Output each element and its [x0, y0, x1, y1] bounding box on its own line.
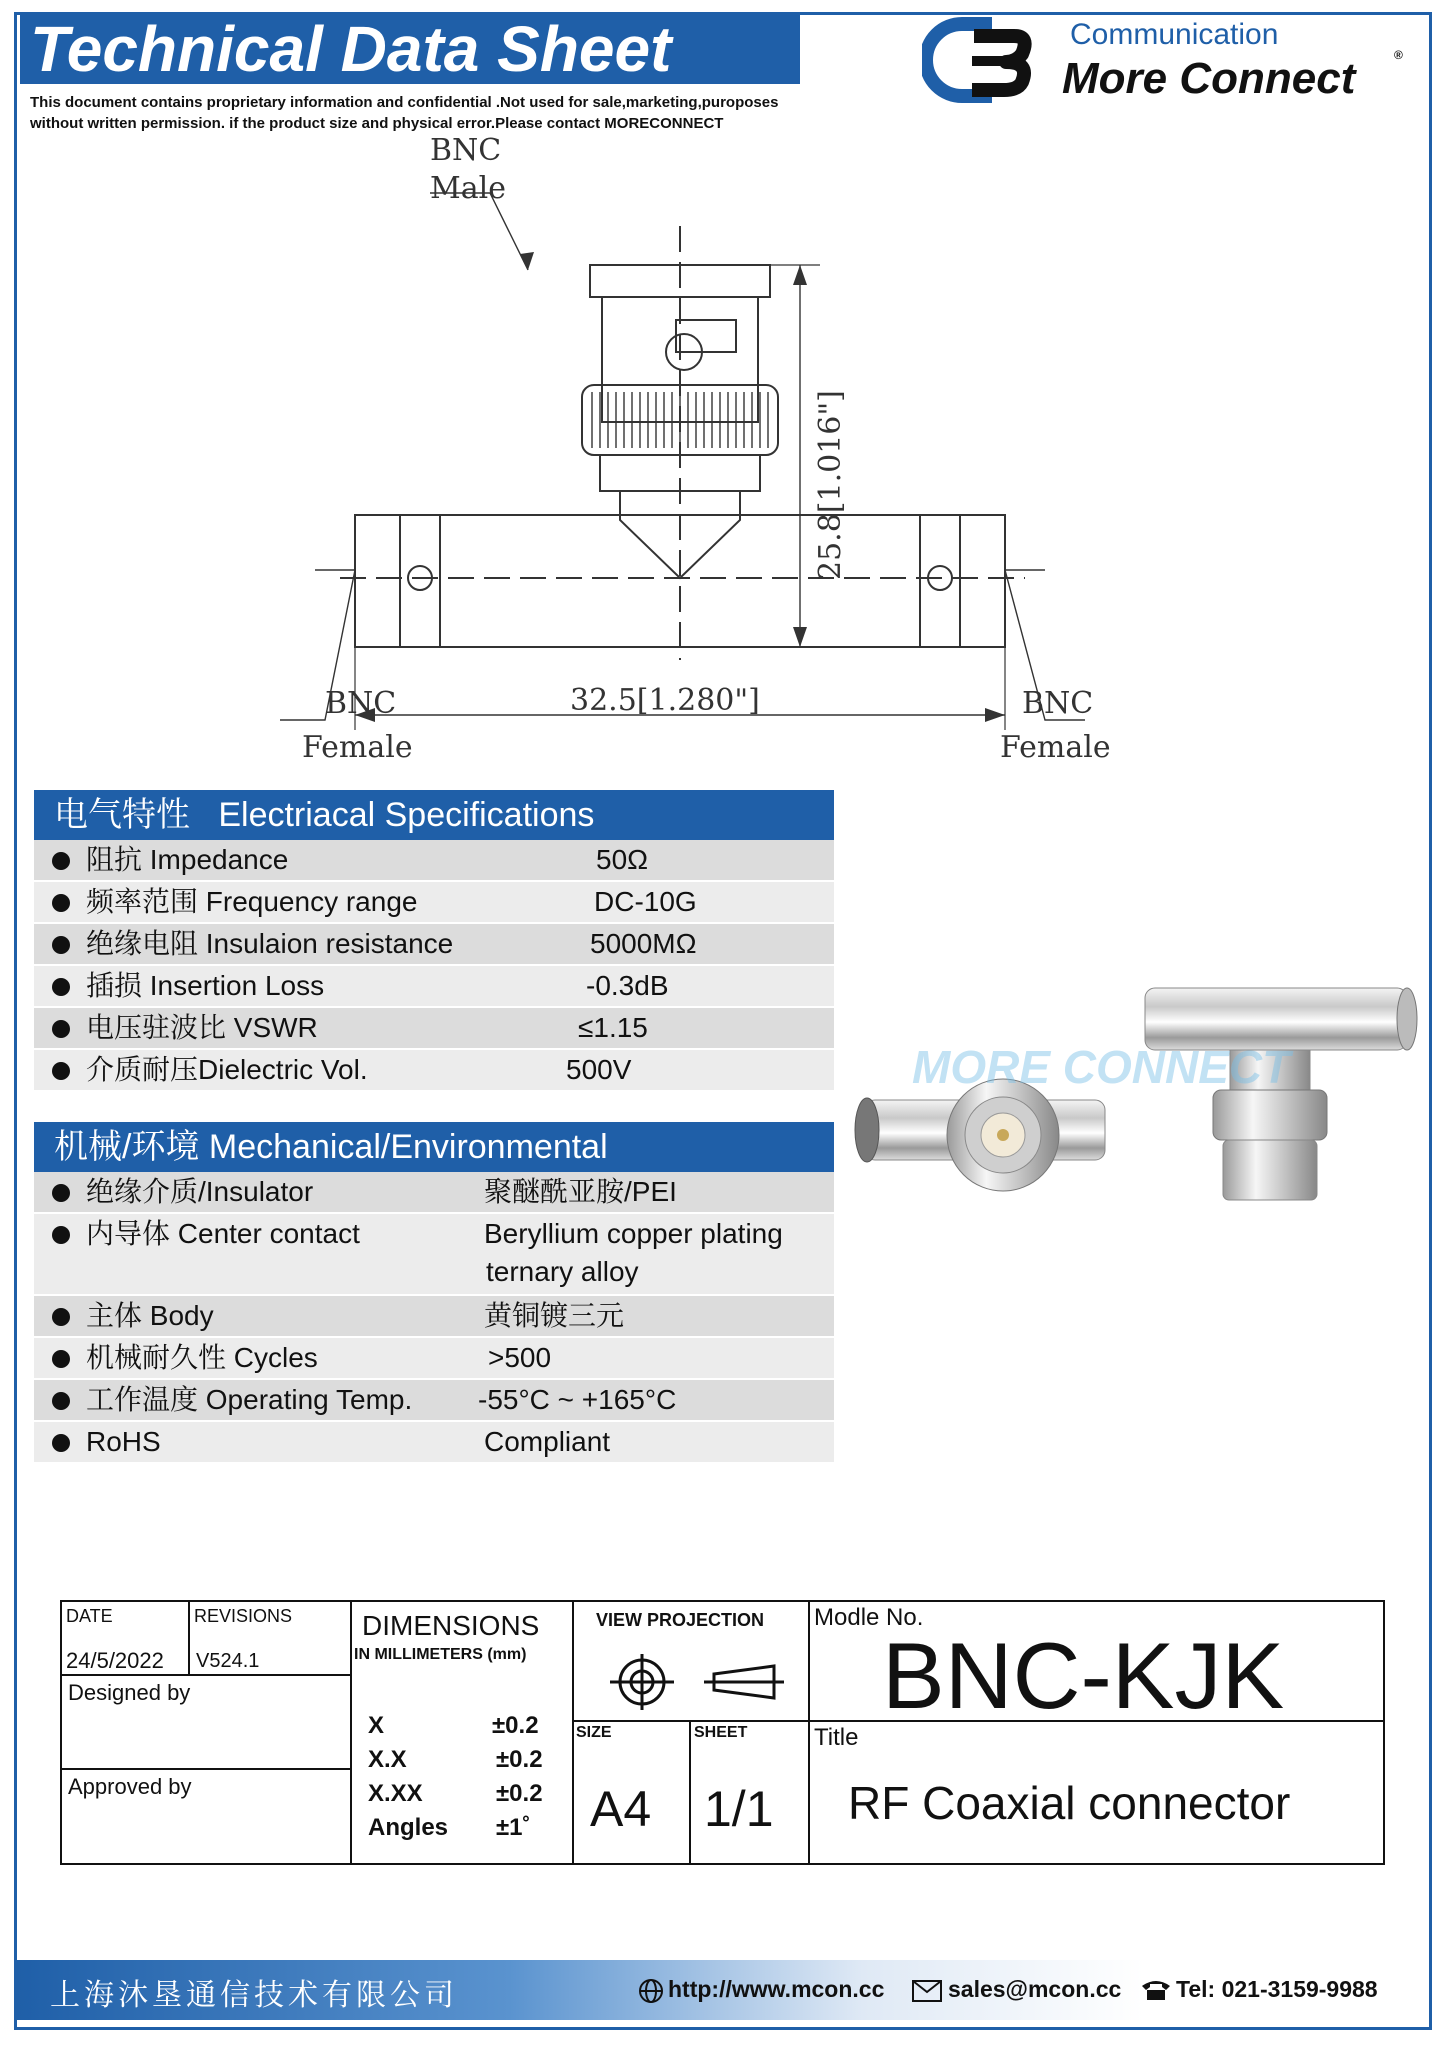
top-port-label-line2: Male: [430, 171, 506, 206]
bullet-icon: [52, 1062, 70, 1080]
disclaimer-line-1: This document contains proprietary information and confidential .Not used for sale,marketing,puroposes: [30, 94, 779, 111]
product-title: RF Coaxial connector: [848, 1777, 1291, 1829]
spec-row: [34, 966, 834, 1008]
spec-value: 5000MΩ: [590, 928, 697, 959]
spec-label: 插损 Insertion Loss: [86, 970, 325, 1001]
dimensions-label: DIMENSIONS: [362, 1610, 540, 1641]
tolerance-value: ±0.2: [496, 1746, 543, 1773]
model-label: Modle No.: [814, 1604, 924, 1631]
spec-value: 50Ω: [596, 844, 649, 875]
spec-row: [34, 1172, 834, 1214]
technical-drawing: [280, 130, 1120, 790]
telephone: Tel: 021-3159-9988: [1176, 1976, 1378, 2002]
designed-by-label: Designed by: [68, 1680, 191, 1705]
spec-label: 绝缘电阻 Insulaion resistance: [86, 928, 454, 959]
projection-symbol-icon: [602, 1652, 792, 1712]
spec-row: [34, 840, 834, 882]
title-label: Title: [814, 1724, 859, 1751]
model-number: BNC-KJK: [882, 1623, 1285, 1728]
bullet-icon: [52, 1350, 70, 1368]
disclaimer: [30, 92, 830, 134]
spec-row: [34, 1296, 834, 1338]
bullet-icon: [52, 936, 70, 954]
spec-label: RoHS: [86, 1426, 161, 1457]
sheet-label: SHEET: [694, 1724, 748, 1741]
date-value: 24/5/2022: [66, 1648, 164, 1673]
spec-label: 电压驻波比 VSWR: [86, 1012, 318, 1043]
spec-label: 阻抗 Impedance: [86, 844, 289, 875]
email-link[interactable]: sales@mcon.cc: [948, 1976, 1122, 2002]
top-port-label-line1: BNC: [430, 133, 502, 168]
spec-value: DC-10G: [594, 886, 697, 917]
tolerance-value: ±0.2: [492, 1712, 539, 1739]
spec-row: [34, 1008, 834, 1050]
title-block: [60, 1600, 1385, 1865]
spec-row: [34, 924, 834, 966]
mail-icon: [912, 1980, 942, 2002]
date-label: DATE: [66, 1606, 113, 1626]
spec-row: [34, 1214, 834, 1296]
bullet-icon: [52, 1308, 70, 1326]
bullet-icon: [52, 1020, 70, 1038]
left-port-label-line2: Female: [302, 730, 413, 765]
tolerance-value: ±0.2: [496, 1780, 543, 1807]
spec-label: 机械耐久性 Cycles: [86, 1342, 318, 1373]
spec-row: [34, 1380, 834, 1422]
spec-value: >500: [488, 1342, 552, 1373]
sheet-value: 1/1: [704, 1781, 774, 1837]
spec-value: -55°C ~ +165°C: [478, 1384, 677, 1415]
size-label: SIZE: [576, 1724, 612, 1741]
logo-registered-mark: ®: [1394, 48, 1403, 62]
revisions-label: REVISIONS: [194, 1606, 293, 1626]
mechanical-spec-table: [34, 1172, 834, 1464]
bullet-icon: [52, 852, 70, 870]
spec-value: ≤1.15: [578, 1012, 648, 1043]
spec-label: 频率范围 Frequency range: [86, 886, 418, 917]
tolerance-name: X: [368, 1712, 385, 1739]
spec-label: 工作温度 Operating Temp.: [86, 1384, 413, 1415]
disclaimer-line-2: without written permission. if the product size and physical error.Please contact MORECONNECT: [30, 115, 724, 132]
divider: [62, 1674, 350, 1676]
approved-by-label: Approved by: [68, 1774, 192, 1799]
left-port-label-line1: BNC: [325, 686, 397, 721]
spec-value: 聚醚酰亚胺/PEI: [484, 1176, 677, 1207]
tolerance-value: ±1˚: [496, 1814, 531, 1841]
divider: [572, 1602, 574, 1865]
bullet-icon: [52, 1226, 70, 1244]
spec-value: 500V: [566, 1054, 632, 1085]
electrical-spec-heading: [34, 790, 834, 840]
spec-row: [34, 1422, 834, 1464]
divider: [62, 1768, 350, 1770]
mechanical-spec-heading: 机械/环境 Mechanical/Environmental: [34, 1122, 834, 1172]
bullet-icon: [52, 894, 70, 912]
size-value: A4: [590, 1781, 652, 1837]
bullet-icon: [52, 1434, 70, 1452]
bullet-icon: [52, 978, 70, 996]
electrical-heading-cn: 电气特性: [54, 796, 190, 834]
divider: [808, 1602, 810, 1865]
spec-label: 介质耐压Dielectric Vol.: [86, 1054, 368, 1085]
logo-mark-icon: [922, 16, 1042, 106]
tolerance-name: X.X: [368, 1746, 407, 1773]
product-photo: [845, 960, 1425, 1230]
photo-watermark: MORE CONNECT: [912, 1041, 1291, 1093]
divider: [350, 1602, 352, 1865]
logo-line-communication: Communication: [1070, 18, 1279, 51]
spec-value-continued: ternary alloy: [486, 1256, 639, 1287]
logo-line-more-connect: More Connect: [1062, 54, 1356, 103]
spec-label: 绝缘介质/Insulator: [86, 1176, 314, 1207]
phone-icon: [1140, 1978, 1172, 2002]
view-projection-label: VIEW PROJECTION: [596, 1610, 765, 1630]
globe-icon: [638, 1978, 664, 2004]
revision-value: V524.1: [196, 1650, 260, 1672]
footer: [16, 1960, 1426, 2020]
document-title: Technical Data Sheet: [20, 14, 800, 84]
divider: [689, 1720, 691, 1865]
tolerance-name: X.XX: [368, 1780, 423, 1807]
spec-row: [34, 1338, 834, 1380]
spec-value: 黄铜镀三元: [484, 1300, 625, 1331]
width-dimension: 32.5[1.280"]: [570, 683, 760, 718]
spec-row: [34, 1050, 834, 1092]
spec-value: -0.3dB: [586, 970, 669, 1001]
electrical-heading-en: Electriacal Specifications: [218, 796, 595, 834]
divider: [188, 1602, 190, 1674]
spec-label: 主体 Body: [86, 1300, 214, 1331]
right-port-label-line1: BNC: [1022, 686, 1094, 721]
company-logo: [922, 14, 1422, 114]
spec-row: [34, 882, 834, 924]
bullet-icon: [52, 1184, 70, 1202]
spec-value: Beryllium copper plating: [484, 1218, 783, 1249]
company-name: 上海沐垦通信技术有限公司: [50, 1978, 458, 2013]
website-link[interactable]: http://www.mcon.cc: [668, 1976, 885, 2002]
tolerance-name: Angles: [368, 1814, 449, 1841]
height-dimension: 25.8[1.016"]: [813, 390, 848, 580]
spec-value: Compliant: [484, 1426, 611, 1457]
electrical-spec-table: [34, 840, 834, 1092]
dimensions-unit: IN MILLIMETERS (mm): [354, 1646, 527, 1663]
spec-label: 内导体 Center contact: [86, 1218, 360, 1249]
bullet-icon: [52, 1392, 70, 1410]
right-port-label-line2: Female: [1000, 730, 1111, 765]
